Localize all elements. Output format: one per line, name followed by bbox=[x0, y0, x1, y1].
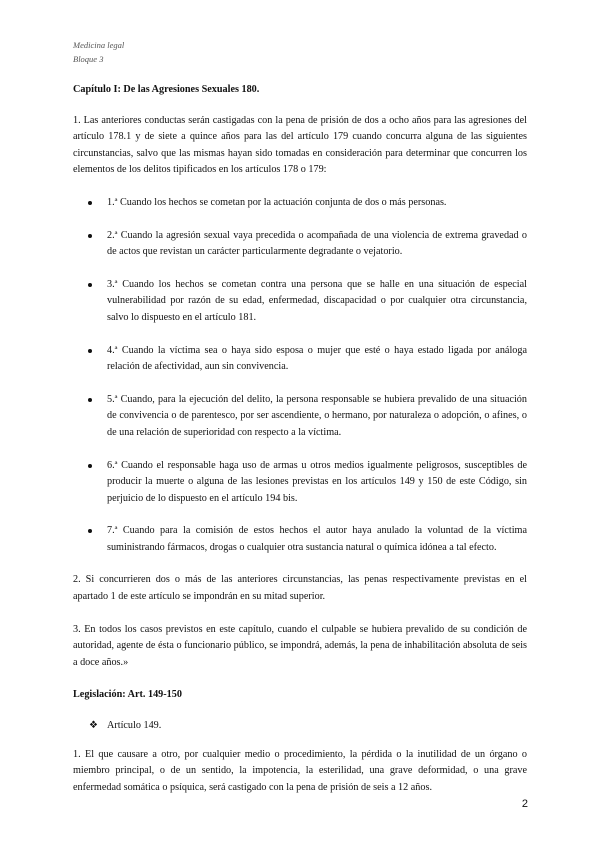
bullet-icon bbox=[88, 529, 92, 533]
bullet-icon bbox=[88, 398, 92, 402]
list-item bbox=[73, 458, 527, 508]
header-block: Bloque 3 bbox=[73, 54, 104, 64]
list-item bbox=[73, 195, 527, 212]
list-item bbox=[73, 392, 527, 442]
bullet-icon bbox=[88, 349, 92, 353]
legislation-heading: Legislación: Art. 149-150 bbox=[73, 689, 182, 701]
bullet-icon bbox=[88, 234, 92, 238]
bullet-icon bbox=[88, 464, 92, 468]
paragraph-2: 2. Si concurrieren dos o más de las anteriores circunstancias, las penas respectivamente previstas en el apartado 1 de este artículo se impondrán en su mitad superior. bbox=[73, 574, 527, 603]
list-item-text: 4.ª Cuando la víctima sea o haya sido esposa o mujer que esté o haya estado ligada por análoga relación de afectividad, aun sin convivencia. bbox=[107, 344, 527, 373]
list-item-text: 2.ª Cuando la agresión sexual vaya precedida o acompañada de una violencia de extrema gravedad o de actos que revistan un carácter particularmente degradante o vejatorio. bbox=[107, 229, 527, 258]
page-header bbox=[73, 38, 124, 66]
list-item-text: 7.ª Cuando para la comisión de estos hechos el autor haya anulado la voluntad de la víctima suministrando fármacos, drogas o cualquier otra sustancia natural o química idónea a tal efecto. bbox=[107, 525, 527, 553]
article-paragraph: 1. El que causare a otro, por cualquier medio o procedimiento, la pérdida o la inutilidad de un órgano o miembro principal, o de un sentido, la impotencia, la esterilidad, una grave deformidad, o una grave enfermedad somática o psíquica, será castigado con la pena de prisión de seis a 12 años. bbox=[73, 748, 527, 793]
article-bullet-text: Artículo 149. bbox=[107, 720, 162, 732]
list-item-text: 1.ª Cuando los hechos se cometan por la actuación conjunta de dos o más personas. bbox=[107, 196, 447, 208]
list-item-text: 5.ª Cuando, para la ejecución del delito, la persona responsable se hubiera prevalido de una situación de convivencia o de parentesco, por ser ascendiente, o hermano, por naturaleza o adopción, o afines, o de una relación de superioridad con respecto a la víctima. bbox=[107, 393, 527, 438]
list-item bbox=[73, 343, 527, 376]
intro-paragraph: 1. Las anteriores conductas serán castigadas con la pena de prisión de dos a ocho años para las agresiones del artículo 178.1 y de siete a quince años para las del artículo 179 cuando concurra alguna de las siguientes circunstancias, salvo que las mismas hayan sido tomadas en consideración para determinar que concurren los elementos de los delitos tipificados en los artículos 178 o 179: bbox=[73, 114, 527, 176]
list-item bbox=[73, 277, 527, 327]
circumstances-list bbox=[73, 195, 527, 557]
diamond-bullet-icon: ❖ bbox=[89, 720, 98, 732]
bullet-icon bbox=[88, 283, 92, 287]
document-body bbox=[73, 82, 527, 812]
page-number: 2 bbox=[521, 798, 528, 810]
list-item bbox=[73, 523, 527, 556]
article-bullet bbox=[73, 718, 527, 735]
paragraph-3: 3. En todos los casos previstos en este capítulo, cuando el culpable se hubiera prevalido de su condición de autoridad, agente de ésta o funcionario público, se impondrá, además, la pena de inhabilitación absoluta de seis a doce años.» bbox=[73, 623, 527, 668]
list-item-text: 3.ª Cuando los hechos se cometan contra una persona que se halle en una situación de especial vulnerabilidad por razón de su edad, enfermedad, discapacidad o por cualquier otra circunstancia, salvo lo dispuesto en el artículo 181. bbox=[107, 278, 527, 323]
list-item bbox=[73, 228, 527, 261]
list-item-text: 6.ª Cuando el responsable haga uso de armas u otros medios igualmente peligrosos, susceptibles de producir la muerte o alguna de las lesiones previstas en los artículos 149 y 150 de este Código, sin perjuicio de lo dispuesto en el artículo 194 bis. bbox=[107, 459, 527, 504]
bullet-icon bbox=[88, 201, 92, 205]
header-subject: Medicina legal bbox=[73, 40, 125, 50]
chapter-heading: Capítulo I: De las Agresiones Sexuales 180. bbox=[73, 84, 260, 95]
